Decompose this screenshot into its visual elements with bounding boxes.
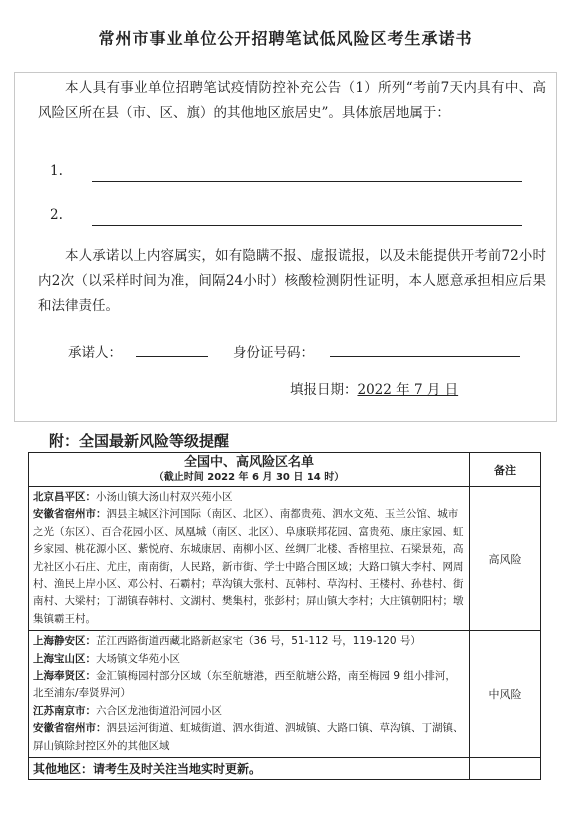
risk-level-high: 高风险 — [470, 487, 541, 631]
other-remark-cell — [470, 758, 541, 780]
area-text: 芷江西路街道西藏北路新赵家宅（36 号，51-112 号，119-120 号） — [96, 635, 421, 648]
list-deadline: （截止时间 2022 年 6 月 30 日 14 时） — [153, 472, 345, 483]
region-name: 安徽省宿州市： — [33, 508, 107, 521]
list-item — [33, 506, 465, 628]
other-areas-note: 其他地区：请考生及时关注当地实时更新。 — [29, 758, 470, 780]
risk-level-medium: 中风险 — [470, 631, 541, 758]
item-number-2: 2. — [50, 207, 63, 223]
item-line-2[interactable] — [92, 225, 522, 226]
declaration-paragraph: 本人具有事业单位招聘笔试疫情防控补充公告（1）所列“考前7天内具有中、高风险区所在县（市、区、旗）的其他地区旅居史”。具体旅居地属于： — [38, 80, 546, 121]
region-name: 江苏南京市： — [33, 704, 96, 717]
commitment-paragraph: 本人承诺以上内容属实，如有隐瞒不报、虚报谎报，以及未能提供开考前72小时内2次（以采样时间为准，间隔24小时）核酸检测阴性证明，本人愿意承担相应后果和法律责任。 — [38, 248, 546, 314]
list-item — [33, 703, 465, 720]
table-header-row — [29, 453, 541, 487]
date-label: 填报日期： — [290, 382, 358, 398]
signer-line[interactable] — [136, 356, 208, 357]
list-item — [33, 633, 465, 650]
id-label: 身份证号码： — [233, 345, 314, 361]
item-number-1: 1. — [50, 163, 63, 179]
date-value[interactable]: 2022 年 7 月 日 — [357, 382, 459, 398]
list-header-cell — [29, 453, 470, 487]
list-item — [33, 651, 465, 668]
list-item — [33, 668, 465, 703]
region-name: 上海宝山区： — [33, 652, 96, 665]
area-text: 泗县主城区汴河国际（南区、北区）、南都贵苑、泗水文苑、玉兰公馆、城市之光（东区）、百合花园小区、凤凰城（南区、北区）、阜康联邦花园、富贵苑、康庄家园、虹乡家园、桃花源小区、紫悦府、东城康居、南柳小区、丝绸厂北楼、香榕里拉、石梁景苑，高尤社区小石庄、尤庄，南南街，人民路，新市街、学士中路合围区域；大路口镇大李村、网周村、渔民上岸小区、邓公村、石霸村；草沟镇大张村、瓦韩村、草沟村、王楼村、孙巷村、街南村、大梁村；丁湖镇春韩村、文湖村、樊集村，张彭村；屏山镇大李村；大庄镇朝阳村；墩集镇霸王村。 — [33, 508, 464, 625]
risk-area-table — [28, 452, 541, 780]
id-line[interactable] — [330, 356, 520, 357]
region-name: 上海奉贤区： — [33, 670, 96, 683]
region-name: 安徽省宿州市： — [33, 722, 107, 735]
table-row-other — [29, 758, 541, 780]
remark-header: 备注 — [470, 453, 541, 487]
item-line-1[interactable] — [92, 181, 522, 182]
area-text: 大场镇文华苑小区 — [96, 652, 180, 665]
area-text: 泗县运河街道、虹城街道、泗水街道、泗城镇、大路口镇、草沟镇、丁湖镇、屏山镇除封控区外的其他区域 — [33, 722, 464, 752]
region-name: 北京昌平区： — [33, 491, 96, 503]
table-row-medium — [29, 631, 541, 758]
list-item — [33, 489, 465, 506]
signer-label: 承诺人： — [68, 345, 122, 361]
list-title: 全国中、高风险区名单 — [183, 455, 314, 470]
table-row-high — [29, 487, 541, 631]
high-risk-areas — [29, 487, 470, 631]
list-item — [33, 720, 465, 755]
page-title: 常州市事业单位公开招聘笔试低风险区考生承诺书 — [98, 29, 473, 48]
area-text: 六合区龙池街道沿河园小区 — [96, 704, 222, 717]
region-name: 上海静安区： — [33, 635, 96, 648]
date-row — [290, 378, 458, 398]
area-text: 小汤山镇大汤山村双兴苑小区 — [96, 491, 233, 503]
medium-risk-areas — [29, 631, 470, 758]
area-text: 金汇镇梅园村部分区域（东至航塘港，西至航塘公路，南至梅园 9 组小排河，北至浦东/奉贤界河） — [33, 670, 456, 700]
appendix-title: 附：全国最新风险等级提醒 — [49, 432, 230, 450]
